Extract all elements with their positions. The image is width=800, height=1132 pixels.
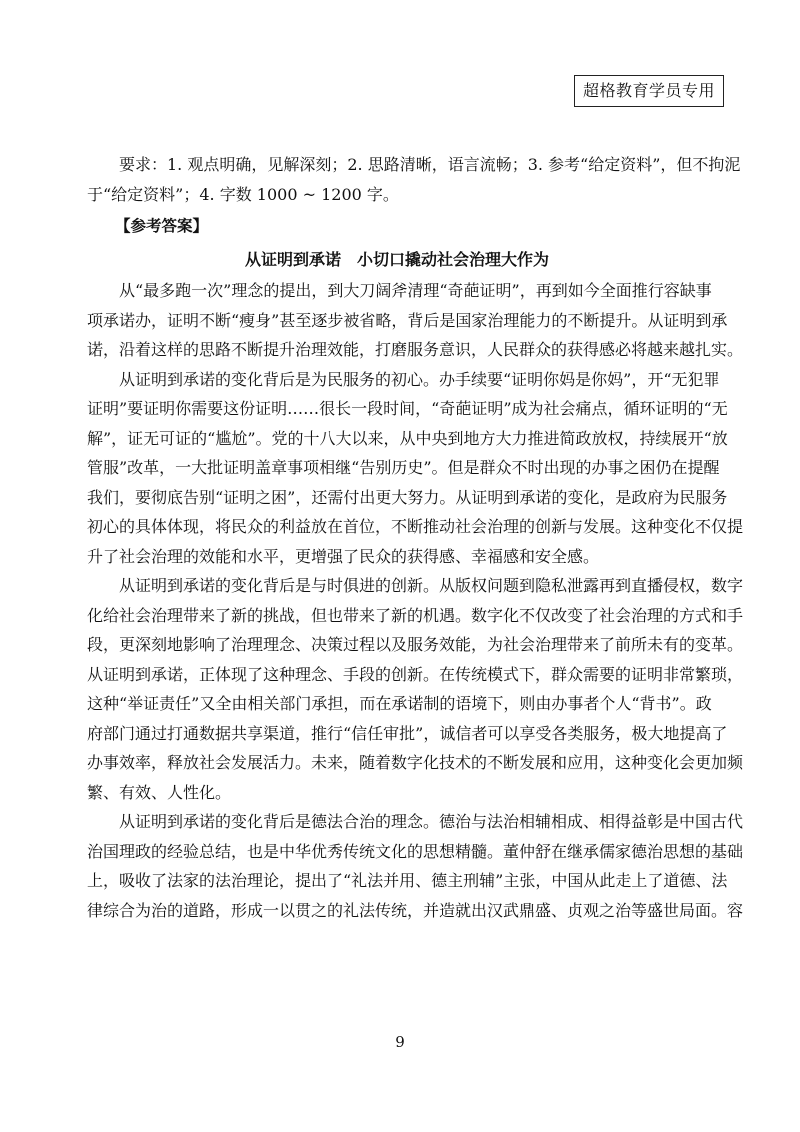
paragraph-4 [87, 807, 744, 925]
paragraph-1 [87, 276, 744, 365]
paragraph-line: 府部门通过打通数据共享渠道，推行“信任审批”，诚信者可以享受各类服务，极大地提高了 [87, 723, 728, 743]
paragraph-line: 化给社会治理带来了新的挑战，但也带来了新的机遇。数字化不仅改变了社会治理的方式和手 [87, 605, 744, 625]
paragraph-line: 上，吸收了法家的法治理论，提出了“礼法并用、德主刑辅”主张，中国从此走上了道德、法 [87, 871, 728, 890]
paragraph-line: 证明”要证明你需要这份证明……很长一段时间，“奇葩证明”成为社会痛点，循环证明的“无 [87, 399, 728, 418]
paragraph-line: 治国理政的经验总结，也是中华优秀传统文化的思想精髓。董仲舒在继承儒家德治思想的基础 [87, 841, 744, 861]
paragraph-line: 诺，沿着这样的思路不断提升治理效能，打磨服务意识，人民群众的获得感必将越来越扎实。 [87, 340, 744, 359]
paragraph-line: 从证明到承诺的变化背后是德法合治的理念。德治与法治相辅相成、相得益彰是中国古代 [119, 812, 744, 831]
paragraph-line: 升了社会治理的效能和水平，更增强了民众的获得感、幸福感和安全感。 [87, 546, 600, 566]
paragraph-line: 办事效率，释放社会发展活力。未来，随着数字化技术的不断发展和应用，这种变化会更加频 [87, 753, 744, 772]
paragraph-line: 从证明到承诺的变化背后是与时俱进的创新。从版权问题到隐私泄露再到直播侵权，数字 [119, 576, 744, 595]
page-number: 9 [395, 1033, 405, 1051]
document-body [87, 150, 744, 925]
paragraph-line: 这种“举证责任”又全由相关部门承担，而在承诺制的语境下，则由办事者个人“背书”。政 [87, 694, 712, 713]
usage-badge: 超格教育学员专用 [574, 75, 724, 107]
paragraph-line: 管服”改革，一大批证明盖章事项相继“告别历史”。但是群众不时出现的办事之困仍在提醒 [87, 458, 720, 477]
paragraph-line: 繁、有效、人性化。 [87, 782, 232, 802]
requirements-line: 于“给定资料”；4. 字数 1000 ~ 1200 字。 [87, 184, 399, 204]
paragraph-line: 从“最多跑一次”理念的提出，到大刀阔斧清理“奇葩证明”，再到如今全面推行容缺事 [119, 281, 712, 300]
paragraph-line: 段，更深刻地影响了治理理念、决策过程以及服务效能，为社会治理带来了前所未有的变革。 [87, 635, 744, 654]
paragraph-line: 从证明到承诺，正体现了这种理念、手段的创新。在传统模式下，群众需要的证明非常繁琐， [87, 664, 744, 684]
paragraph-line: 我们，要彻底告别“证明之困”，还需付出更大努力。从证明到承诺的变化，是政府为民服务 [87, 487, 728, 507]
paragraph-line: 解”，证无可证的“尴尬”。党的十八大以来，从中央到地方大力推进简政放权，持续展开“放 [87, 428, 728, 448]
requirements-block [87, 150, 741, 209]
paragraph-line: 律综合为治的道路，形成一以贯之的礼法传统，并造就出汉武鼎盛、贞观之治等盛世局面。容 [87, 900, 744, 920]
essay-title: 从证明到承诺 小切口撬动社会治理大作为 [244, 250, 549, 269]
paragraph-3 [87, 571, 744, 807]
requirements-line: 要求：1. 观点明确，见解深刻；2. 思路清晰，语言流畅；3. 参考“给定资料”，但不拘泥 [119, 155, 741, 174]
paragraph-2 [87, 365, 744, 572]
reference-answer-label: 【参考答案】 [115, 216, 209, 235]
paragraph-line: 项承诺办，证明不断“瘦身”甚至逐步被省略，背后是国家治理能力的不断提升。从证明到承 [87, 310, 728, 330]
paragraph-line: 初心的具体体现，将民众的利益放在首位，不断推动社会治理的创新与发展。这种变化不仅提 [87, 517, 744, 536]
paragraph-line: 从证明到承诺的变化背后是为民服务的初心。办手续要“证明你妈是你妈”，开“无犯罪 [119, 369, 720, 389]
